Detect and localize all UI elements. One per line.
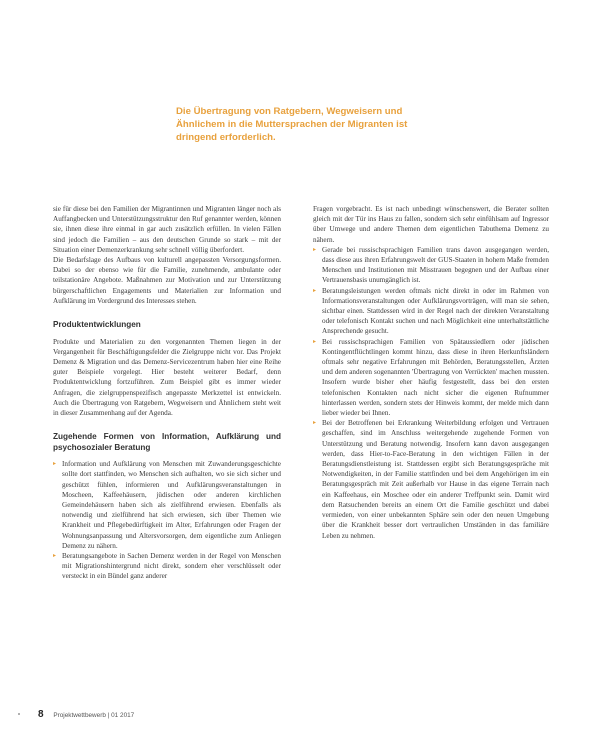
- right-column: [313, 204, 549, 541]
- section-heading-product: Produktentwicklungen: [53, 320, 141, 330]
- bullet-arrow-icon: ▸: [313, 420, 317, 427]
- bullet-list: [313, 245, 549, 541]
- left-column: [53, 204, 281, 582]
- bullet-list: [53, 459, 281, 581]
- body-paragraph: Die Bedarfslage des Aufbaus von kulturell angepassten Versorgungsformen. Dabei so der ebenso wie für die Familie, zunehmende, ambulante oder teilstationäre Angebote. Maßnahmen zur Motivation und zur Unterstützung bürgerschaftlichen Engagements und Materialien zur Information und Aufklärung im Vordergrund des Interesses stehen.: [53, 256, 281, 305]
- list-item: ▸ Gerade bei russischsprachigen Familien trans davon ausgegangen werden, dass diese aus ihren Erfahrungswelt der GUS-Staaten in hohem Maße fremden Menschen und Institutionen mit Misstrauen begegnen und der Aufbau einer Vertrauensbasis unumgänglich ist.: [313, 245, 549, 285]
- bullet-arrow-icon: ▸: [53, 552, 57, 559]
- list-item: ▸ Bei der Betroffenen bei Erkrankung Weiterbildung erfolgen und Vertrauen geschaffen, sind im Anschluss weitergehende zugehende Formen von Unterstützung und Beratung notwendig. Insofern kann davon ausgegangen werden, dass Hier-to-Face-Beratung in den wichtigen Fällen in der Beratungsdienstleistung ist. Stattdessen ergibt sich Beratungsgespräche mit Notwendigkeiten, in der Familie stattfinden und bei dem Angehörigen im ein Beratungsgespräch mit Zeit außerhalb vor Hause in das eigene Terrain nach ein Kaffeehaus, ein Moschee oder ein anderer Treffpunkt sein. Damit wird dem Ratsuchenden bereits an einem Ort die Familie geschützt und dabei vermieden, von einer unbekannten Sphäre sein oder den neuen Umgebung über die Krankheit besser dort vertraulichen Umständen in das familiäre Leben zu nehmen.: [313, 419, 549, 540]
- body-paragraph: Produkte und Materialien zu den vorgenannten Themen liegen in der Vergangenheit für Beschäftigungsfelder die Zielgruppe nicht vor. Das Projekt Demenz & Migration und das Demenz-Servicezentrum haben hier eine Reihe guter Beispiele vorgelegt. Hier besteht weiterer Bedarf, denn Produktentwicklung fortzuführen. Zum Beispiel gibt es immer wieder Anfragen, die zielgruppenspezifisch angepasste Merkzettel ist entwickeln. Auch die Übertragung von Ratgebern, Wegweisern und Ähnlichem steht weit in dieser Zusammenhang auf der Agenda.: [53, 337, 281, 417]
- publication-name: Projektwettbewerb | 01 2017: [53, 712, 135, 719]
- continuation-paragraph: Fragen vorgebracht. Es ist nach unbedingt wünschenswert, die Berater sollten gleich mit der Tür ins Haus zu fallen, sondern sich sehr einfühlsam auf Ingressor über Umwege und andere Themen dem eigentlichen Tabuthema Demenz zu nähern.: [313, 205, 549, 244]
- page-number: 8: [38, 709, 44, 720]
- bullet-arrow-icon: ▸: [313, 338, 317, 345]
- intro-paragraph: sie für diese bei den Familien der Migrantinnen und Migranten länger noch als Auffangbecken und Unterstützungsstruktur den Ruf genannter werden, können sie, ihnen diese ihre einmal in gar auch zusätzlich erfüllen. In vielen Fällen sind jedoch die Familien – aus den deutschen Grunde so stark – mit der Situation einer Demenzerkrankung sehr schnell völlig überfordert.: [53, 205, 281, 254]
- section-heading-outreach: Zugehende Formen von Information, Aufklärung und psychosozialer Beratung: [53, 432, 281, 452]
- list-item: ▸ Beratungsleistungen werden oftmals nicht direkt in oder im Rahmen von Informationsveranstaltungen oder Aufklärungsvorträgen, will man sie sehen, sichtbar einen. Stattdessen wird in der Regel nach der direkten Veranstaltung oder telefonisch Kontakt suchen und nach Möglichkeit eine unterhaltstättliche Ansprechende gesucht.: [313, 286, 549, 336]
- decorative-dot: [18, 713, 20, 715]
- list-item: ▸ Bei russischsprachigen Familien von Spätaussiedlern oder jüdischen Kontingentflüchtlingen kommt hinzu, dass diese in ihren Herkunftsländern oftmals sehr negative Erfahrungen mit Behörden, Beratungsstellen, Ärzten und dem anderen sogenannten 'Übertragung von Verrückten' machen mussten. Insofern wurde bisher eher häufig festgestellt, dass bei den ersten telefonischen Kontakten nach nicht sicher die eigenen Rufnummer hinterlassen werden, sondern stets der Hinweis kommt, der melde mich dann lieber wieder bei Ihnen.: [313, 337, 549, 418]
- page-footer: [38, 709, 134, 720]
- pull-quote: Die Übertragung von Ratgebern, Wegweisern und Ähnlichem in die Muttersprachen der Migranten ist dringend erforderlich.: [176, 106, 408, 143]
- bullet-arrow-icon: ▸: [53, 461, 57, 468]
- list-item: ▸ Beratungsangebote in Sachen Demenz werden in der Regel von Menschen mit Migrationshintergrund nicht direkt, sondern eher verschlüsselt oder versteckt in ein Bündel ganz anderer: [53, 551, 281, 581]
- list-item: ▸ Information und Aufklärung von Menschen mit Zuwanderungsgeschichte sollte dort stattfinden, wo Menschen sich aufhalten, wo sie sich sicher und geschützt fühlen, informieren und Aufklärungsveranstaltungen in Moscheen, Kaffeehäusern, jüdischen oder anderen kirchlichen Gemeindehäusern haben sich als zielführend erwiesen. Ebenfalls als notwendig und zielführend hat sich erwiesen, sich über Themen wie Krankheit und Pflegebedürftigkeit im Alter, Erfahrungen oder Fragen der Wohnungsanpassung und Altersvorsorgen, dem eigentliche zum Anliegen Demenz zu nähern.: [53, 460, 281, 550]
- bullet-arrow-icon: ▸: [313, 287, 317, 294]
- bullet-arrow-icon: ▸: [313, 246, 317, 253]
